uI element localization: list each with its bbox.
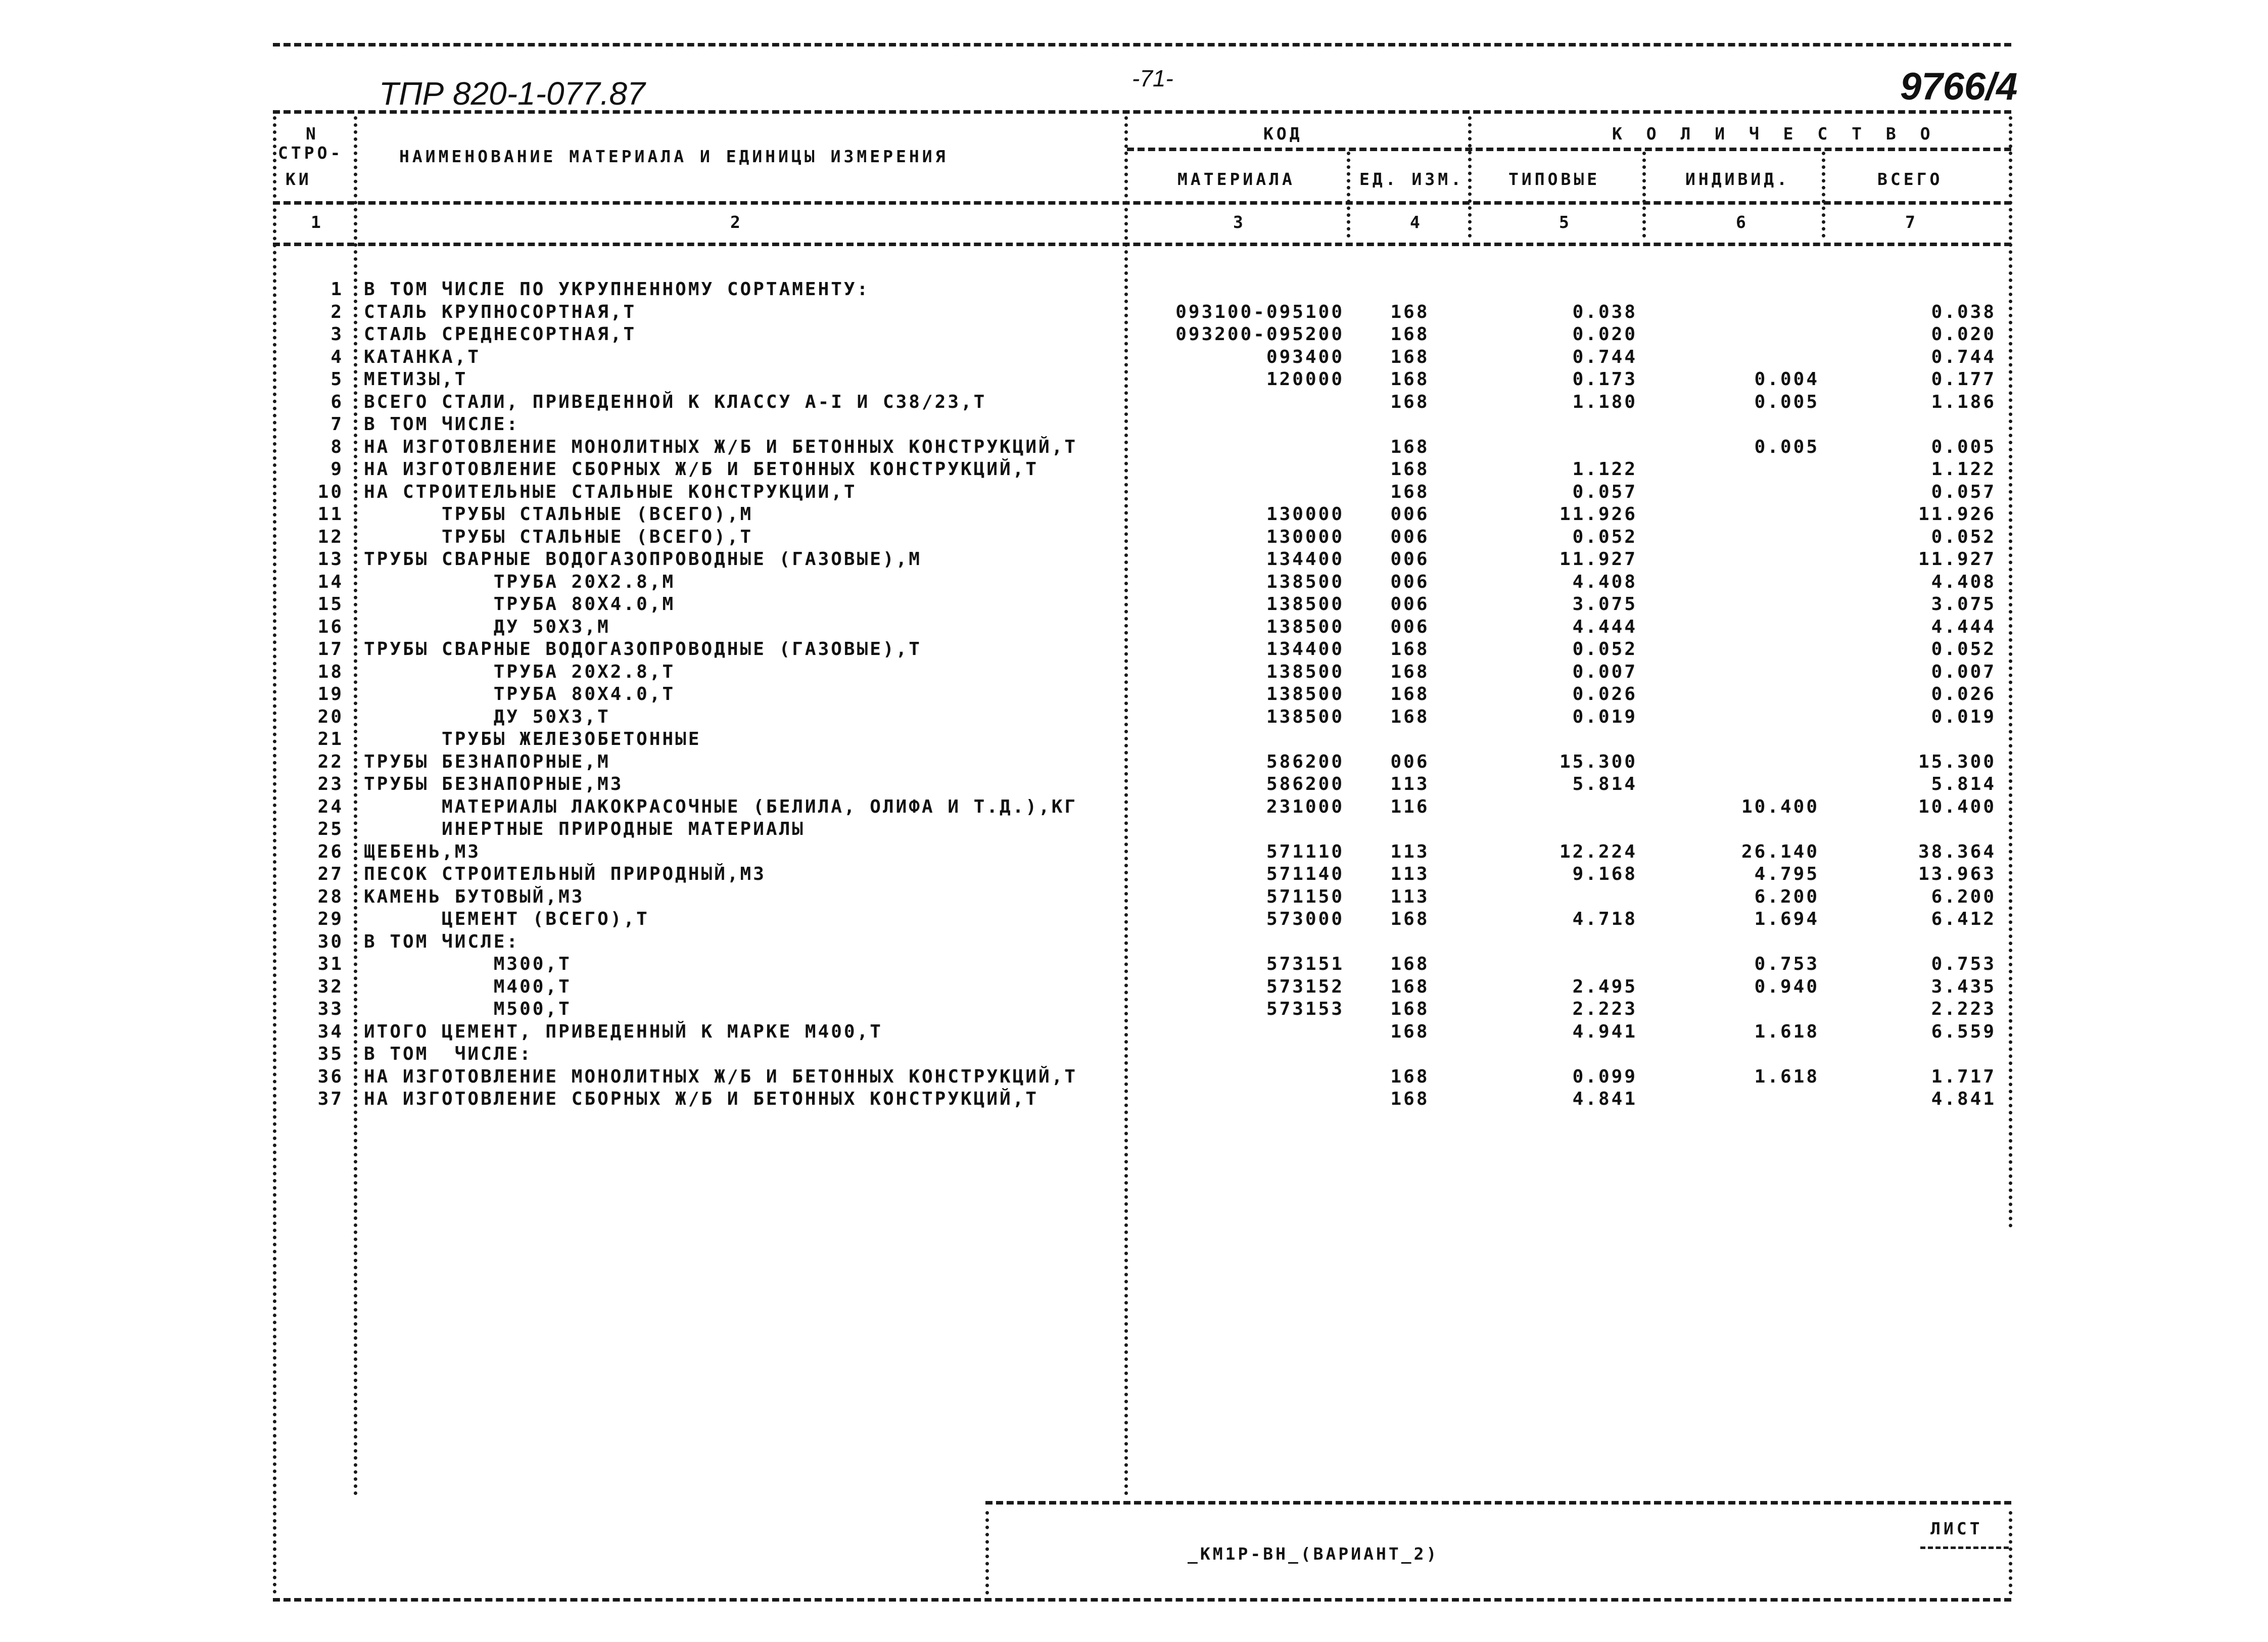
row-name: ВСЕГО СТАЛИ, ПРИВЕДЕННОЙ К КЛАССУ А-I И С38/23,Т [364, 392, 987, 412]
row-number: 13 [317, 549, 344, 570]
row-individual: 1.618 [1754, 1021, 1819, 1042]
row-typical: 0.020 [1572, 324, 1637, 345]
row-total: 0.177 [1931, 369, 1996, 390]
row-code: 134400 [1266, 549, 1344, 570]
row-unit: 168 [1390, 347, 1430, 367]
row-total: 4.444 [1931, 617, 1996, 637]
row-typical: 1.122 [1572, 459, 1637, 480]
row-total: 13.963 [1918, 864, 1996, 884]
row-code: 573153 [1266, 999, 1344, 1019]
row-name: ТРУБЫ СВАРНЫЕ ВОДОГАЗОПРОВОДНЫЕ (ГАЗОВЫЕ),М [364, 549, 922, 570]
row-typical: 4.718 [1572, 909, 1637, 929]
row-name: ДУ 50Х3,М [364, 617, 610, 637]
rule-header-bottom [273, 201, 2011, 205]
row-number: 34 [317, 1021, 344, 1042]
row-total: 0.005 [1931, 437, 1996, 457]
row-typical: 4.444 [1572, 617, 1637, 637]
row-name: ТРУБА 20Х2.8,Т [364, 662, 676, 682]
row-name: ТРУБЫ СТАЛЬНЫЕ (ВСЕГО),Т [364, 527, 753, 547]
row-number: 23 [317, 774, 344, 794]
row-total: 11.927 [1918, 549, 1996, 570]
row-unit: 168 [1390, 999, 1430, 1019]
sheet-label: ЛИСТ [1930, 1519, 1983, 1538]
row-typical: 11.927 [1559, 549, 1637, 570]
row-unit: 168 [1390, 437, 1430, 457]
row-unit: 168 [1390, 684, 1430, 705]
colnum-3: 3 [1233, 212, 1246, 232]
rule-stamp-top [985, 1501, 2011, 1505]
row-number: 21 [317, 729, 344, 749]
row-number: 25 [317, 819, 344, 839]
row-name: ТРУБЫ СВАРНЫЕ ВОДОГАЗОПРОВОДНЫЕ (ГАЗОВЫЕ),Т [364, 639, 922, 660]
row-code: 231000 [1266, 796, 1344, 817]
row-name: ТРУБЫ БЕЗНАПОРНЫЕ,М [364, 752, 610, 772]
row-total: 6.559 [1931, 1021, 1996, 1042]
row-individual: 1.694 [1754, 909, 1819, 929]
sep-unit-typ [1468, 116, 1472, 238]
rule-header-mid [1127, 148, 2011, 151]
row-total: 0.019 [1931, 707, 1996, 727]
row-number: 22 [317, 752, 344, 772]
row-typical: 11.926 [1559, 504, 1637, 525]
row-name: ЩЕБЕНЬ,М3 [364, 841, 481, 862]
row-number: 35 [317, 1044, 344, 1064]
row-number: 5 [330, 369, 344, 390]
row-unit: 113 [1390, 886, 1430, 907]
row-code: 093400 [1266, 347, 1344, 367]
colnum-5: 5 [1559, 212, 1572, 232]
row-total: 3.075 [1931, 594, 1996, 615]
header-material: МАТЕРИАЛА [1177, 169, 1295, 189]
stamp-right [2009, 1511, 2012, 1594]
row-code: 571110 [1266, 841, 1344, 862]
border-right [2009, 116, 2012, 1228]
row-unit: 168 [1390, 459, 1430, 480]
header-ki: КИ [286, 169, 312, 189]
row-name: ЦЕМЕНТ (ВСЕГО),Т [364, 909, 649, 929]
row-total: 0.057 [1931, 482, 1996, 502]
colnum-2: 2 [730, 212, 743, 232]
sep-n-name [354, 116, 357, 1496]
page-marker: -71- [1132, 65, 1173, 91]
sep-name-code [1124, 116, 1128, 1496]
row-total: 6.412 [1931, 909, 1996, 929]
row-typical: 1.180 [1572, 392, 1637, 412]
row-name: ТРУБЫ ЖЕЛЕЗОБЕТОННЫЕ [364, 729, 701, 749]
row-total: 4.408 [1931, 572, 1996, 592]
sep-typ-ind [1642, 152, 1646, 238]
colnum-1: 1 [311, 212, 324, 232]
rule-top [273, 43, 2011, 46]
row-unit: 168 [1390, 369, 1430, 390]
row-individual: 1.618 [1754, 1066, 1819, 1087]
row-name: КАМЕНЬ БУТОВЫЙ,М3 [364, 886, 585, 907]
row-unit: 113 [1390, 841, 1430, 862]
row-individual: 0.005 [1754, 392, 1819, 412]
row-total: 3.435 [1931, 976, 1996, 997]
row-total: 0.052 [1931, 639, 1996, 660]
row-number: 15 [317, 594, 344, 615]
row-unit: 113 [1390, 774, 1430, 794]
row-typical: 0.038 [1572, 302, 1637, 322]
sheet-label-rule [1920, 1546, 2009, 1549]
rule-colnum-bottom [273, 243, 2011, 246]
row-code: 138500 [1266, 617, 1344, 637]
row-name: КАТАНКА,Т [364, 347, 481, 367]
row-number: 16 [317, 617, 344, 637]
row-typical: 2.223 [1572, 999, 1637, 1019]
row-number: 19 [317, 684, 344, 705]
header-kod: КОД [1263, 124, 1303, 144]
stamp-code: _КМ1Р-ВН_(ВАРИАНТ_2) [1188, 1544, 1439, 1564]
colnum-4: 4 [1410, 212, 1423, 232]
row-typical: 12.224 [1559, 841, 1637, 862]
row-unit: 006 [1390, 617, 1430, 637]
header-total: ВСЕГО [1877, 169, 1943, 189]
row-unit: 168 [1390, 482, 1430, 502]
row-code: 138500 [1266, 594, 1344, 615]
row-name: В ТОМ ЧИСЛЕ: [364, 1044, 533, 1064]
row-name: МЕТИЗЫ,Т [364, 369, 468, 390]
row-unit: 168 [1390, 392, 1430, 412]
row-number: 36 [317, 1066, 344, 1087]
row-number: 37 [317, 1089, 344, 1109]
row-number: 2 [330, 302, 344, 322]
row-unit: 006 [1390, 549, 1430, 570]
row-number: 7 [330, 414, 344, 435]
row-number: 11 [317, 504, 344, 525]
row-unit: 168 [1390, 1021, 1430, 1042]
row-code: 093100-095100 [1175, 302, 1344, 322]
row-number: 4 [330, 347, 344, 367]
row-name: НА ИЗГОТОВЛЕНИЕ СБОРНЫХ Ж/Б И БЕТОННЫХ КОНСТРУКЦИЙ,Т [364, 1089, 1039, 1109]
row-name: ТРУБА 80Х4.0,Т [364, 684, 676, 705]
row-name: ДУ 50Х3,Т [364, 707, 610, 727]
row-typical: 0.019 [1572, 707, 1637, 727]
row-total: 1.717 [1931, 1066, 1996, 1087]
row-name: ИТОГО ЦЕМЕНТ, ПРИВЕДЕННЫЙ К МАРКЕ М400,Т [364, 1021, 883, 1042]
row-total: 1.122 [1931, 459, 1996, 480]
row-number: 24 [317, 796, 344, 817]
row-unit: 168 [1390, 707, 1430, 727]
row-total: 2.223 [1931, 999, 1996, 1019]
row-code: 586200 [1266, 774, 1344, 794]
row-total: 0.038 [1931, 302, 1996, 322]
row-total: 1.186 [1931, 392, 1996, 412]
row-number: 17 [317, 639, 344, 660]
row-typical: 15.300 [1559, 752, 1637, 772]
row-individual: 0.940 [1754, 976, 1819, 997]
row-individual: 10.400 [1741, 796, 1819, 817]
row-code: 138500 [1266, 662, 1344, 682]
row-unit: 006 [1390, 594, 1430, 615]
row-unit: 113 [1390, 864, 1430, 884]
row-name: В ТОМ ЧИСЛЕ ПО УКРУПНЕННОМУ СОРТАМЕНТУ: [364, 279, 870, 300]
row-typical: 4.841 [1572, 1089, 1637, 1109]
row-typical: 9.168 [1572, 864, 1637, 884]
row-unit: 168 [1390, 954, 1430, 974]
row-number: 27 [317, 864, 344, 884]
row-number: 30 [317, 931, 344, 952]
row-typical: 0.173 [1572, 369, 1637, 390]
row-number: 33 [317, 999, 344, 1019]
row-number: 18 [317, 662, 344, 682]
row-code: 571150 [1266, 886, 1344, 907]
row-unit: 006 [1390, 504, 1430, 525]
colnum-6: 6 [1736, 212, 1749, 232]
header-typical: ТИПОВЫЕ [1508, 169, 1600, 189]
row-number: 9 [330, 459, 344, 480]
row-code: 138500 [1266, 707, 1344, 727]
document-code: ТПР 820-1-077.87 [379, 75, 645, 112]
row-unit: 168 [1390, 909, 1430, 929]
row-number: 31 [317, 954, 344, 974]
row-individual: 26.140 [1741, 841, 1819, 862]
row-typical: 0.026 [1572, 684, 1637, 705]
row-number: 29 [317, 909, 344, 929]
row-total: 5.814 [1931, 774, 1996, 794]
row-number: 32 [317, 976, 344, 997]
row-code: 138500 [1266, 684, 1344, 705]
row-code: 573151 [1266, 954, 1344, 974]
row-unit: 168 [1390, 976, 1430, 997]
row-total: 11.926 [1918, 504, 1996, 525]
row-total: 4.841 [1931, 1089, 1996, 1109]
row-typical: 0.052 [1572, 527, 1637, 547]
header-name: НАИМЕНОВАНИЕ МАТЕРИАЛА И ЕДИНИЦЫ ИЗМЕРЕНИЯ [399, 147, 949, 166]
row-typical: 0.007 [1572, 662, 1637, 682]
row-code: 134400 [1266, 639, 1344, 660]
row-typical: 4.408 [1572, 572, 1637, 592]
header-n: N [306, 124, 319, 144]
header-quantity: К О Л И Ч Е С Т В О [1612, 124, 1938, 144]
row-individual: 0.005 [1754, 437, 1819, 457]
header-unit: ЕД. ИЗМ. [1359, 169, 1464, 189]
row-name: СТАЛЬ КРУПНОСОРТНАЯ,Т [364, 302, 637, 322]
row-number: 28 [317, 886, 344, 907]
row-number: 26 [317, 841, 344, 862]
row-unit: 116 [1390, 796, 1430, 817]
row-individual: 6.200 [1754, 886, 1819, 907]
row-name: ПЕСОК СТРОИТЕЛЬНЫЙ ПРИРОДНЫЙ,М3 [364, 864, 766, 884]
row-code: 573000 [1266, 909, 1344, 929]
stamp-left [985, 1511, 989, 1594]
row-number: 8 [330, 437, 344, 457]
row-unit: 006 [1390, 752, 1430, 772]
row-code: 571140 [1266, 864, 1344, 884]
row-total: 0.020 [1931, 324, 1996, 345]
row-name: НА ИЗГОТОВЛЕНИЕ СБОРНЫХ Ж/Б И БЕТОННЫХ КОНСТРУКЦИЙ,Т [364, 459, 1039, 480]
row-unit: 168 [1390, 1089, 1430, 1109]
row-typical: 5.814 [1572, 774, 1637, 794]
row-total: 0.753 [1931, 954, 1996, 974]
row-name: М500,Т [364, 999, 572, 1019]
row-total: 38.364 [1918, 841, 1996, 862]
row-total: 0.007 [1931, 662, 1996, 682]
row-total: 6.200 [1931, 886, 1996, 907]
row-unit: 006 [1390, 527, 1430, 547]
row-typical: 2.495 [1572, 976, 1637, 997]
sheet-id: 9766/4 [1900, 65, 2018, 108]
row-individual: 4.795 [1754, 864, 1819, 884]
row-code: 573152 [1266, 976, 1344, 997]
row-typical: 0.744 [1572, 347, 1637, 367]
row-total: 15.300 [1918, 752, 1996, 772]
row-code: 138500 [1266, 572, 1344, 592]
row-total: 0.052 [1931, 527, 1996, 547]
colnum-7: 7 [1905, 212, 1918, 232]
border-left [273, 116, 276, 1594]
row-number: 6 [330, 392, 344, 412]
row-number: 1 [330, 279, 344, 300]
row-unit: 006 [1390, 572, 1430, 592]
row-unit: 168 [1390, 662, 1430, 682]
row-name: НА ИЗГОТОВЛЕНИЕ МОНОЛИТНЫХ Ж/Б И БЕТОННЫХ КОНСТРУКЦИЙ,Т [364, 437, 1078, 457]
row-code: 130000 [1266, 527, 1344, 547]
row-name: ТРУБА 80Х4.0,М [364, 594, 676, 615]
row-typical: 0.057 [1572, 482, 1637, 502]
row-number: 20 [317, 707, 344, 727]
row-total: 0.026 [1931, 684, 1996, 705]
row-number: 3 [330, 324, 344, 345]
row-name: ТРУБА 20Х2.8,М [364, 572, 676, 592]
row-typical: 4.941 [1572, 1021, 1637, 1042]
row-name: В ТОМ ЧИСЛЕ: [364, 414, 520, 435]
row-unit: 168 [1390, 302, 1430, 322]
row-name: М300,Т [364, 954, 572, 974]
row-name: ИНЕРТНЫЕ ПРИРОДНЫЕ МАТЕРИАЛЫ [364, 819, 805, 839]
row-name: ТРУБЫ СТАЛЬНЫЕ (ВСЕГО),М [364, 504, 753, 525]
row-number: 14 [317, 572, 344, 592]
row-code: 130000 [1266, 504, 1344, 525]
row-typical: 3.075 [1572, 594, 1637, 615]
row-code: 093200-095200 [1175, 324, 1344, 345]
row-total: 10.400 [1918, 796, 1996, 817]
row-name: М400,Т [364, 976, 572, 997]
row-individual: 0.753 [1754, 954, 1819, 974]
sep-code-unit [1347, 152, 1350, 238]
row-unit: 168 [1390, 639, 1430, 660]
row-name: НА ИЗГОТОВЛЕНИЕ МОНОЛИТНЫХ Ж/Б И БЕТОННЫХ КОНСТРУКЦИЙ,Т [364, 1066, 1078, 1087]
sep-ind-tot [1822, 152, 1825, 238]
row-total: 0.744 [1931, 347, 1996, 367]
header-individual: ИНДИВИД. [1685, 169, 1790, 189]
row-individual: 0.004 [1754, 369, 1819, 390]
row-typical: 0.052 [1572, 639, 1637, 660]
row-name: ТРУБЫ БЕЗНАПОРНЫЕ,М3 [364, 774, 624, 794]
header-stro: СТРО- [278, 143, 344, 163]
row-name: НА СТРОИТЕЛЬНЫЕ СТАЛЬНЫЕ КОНСТРУКЦИИ,Т [364, 482, 857, 502]
row-unit: 168 [1390, 324, 1430, 345]
row-code: 586200 [1266, 752, 1344, 772]
row-name: СТАЛЬ СРЕДНЕСОРТНАЯ,Т [364, 324, 637, 345]
row-name: В ТОМ ЧИСЛЕ: [364, 931, 520, 952]
rule-under-title [273, 110, 2011, 114]
row-code: 120000 [1266, 369, 1344, 390]
rule-bottom [273, 1598, 2011, 1602]
row-typical: 0.099 [1572, 1066, 1637, 1087]
row-number: 10 [317, 482, 344, 502]
row-unit: 168 [1390, 1066, 1430, 1087]
row-number: 12 [317, 527, 344, 547]
row-name: МАТЕРИАЛЫ ЛАКОКРАСОЧНЫЕ (БЕЛИЛА, ОЛИФА И Т.Д.),КГ [364, 796, 1078, 817]
